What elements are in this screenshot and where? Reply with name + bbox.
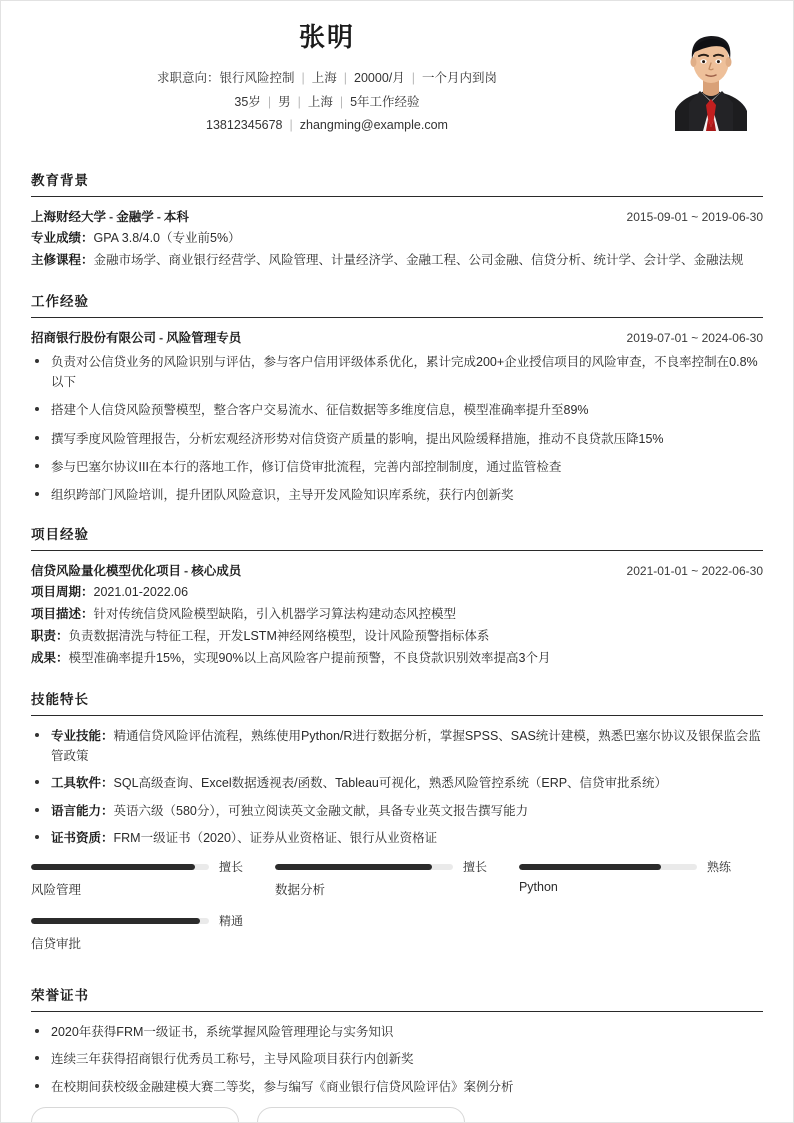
job-intent-label: 求职意向：: [156, 70, 220, 85]
education-entry-head: [31, 207, 763, 225]
section-project-experience: [31, 523, 763, 670]
certificate-pill[interactable]: [31, 1107, 239, 1123]
meta-separator: |: [339, 94, 344, 109]
list-item: 在校期间获校级金融建模大赛二等奖，参与编写《商业银行信贷风险评估》案例分析: [31, 1077, 763, 1097]
project-name: 信贷风险量化模型优化项目: [31, 564, 182, 579]
skill-name-label: 风险管理: [31, 883, 82, 897]
job-intent-availability: 一个月内到岗: [422, 70, 498, 85]
job-intent-city: 上海: [311, 70, 337, 85]
list-item: 参与巴塞尔协议III在本行的落地工作，修订信贷审批流程，完善内部控制制度，通过监管检查: [31, 457, 763, 477]
project-entry-head: [31, 561, 763, 579]
skill-name-label: 数据分析: [274, 883, 325, 897]
skills-bullet-list: [31, 726, 763, 848]
work-date: 2019-07-01 ~ 2024-06-30: [626, 330, 763, 345]
project-title: [31, 561, 241, 579]
project-result-line: [31, 648, 763, 670]
work-title: [31, 328, 241, 346]
skill-bar-item: [519, 858, 763, 898]
section-divider: [31, 550, 763, 551]
meta-separator: |: [411, 70, 415, 85]
project-result-label: 成果：: [31, 650, 69, 665]
phone-value[interactable]: 13812345678: [206, 118, 283, 133]
position-name: 风险管理专员: [166, 330, 242, 345]
skill-bar-item: [31, 912, 275, 952]
degree-name: 本科: [163, 210, 189, 224]
skill-label: 工具软件：: [51, 776, 114, 791]
age-value: 35岁: [234, 94, 261, 109]
list-item: 2020年获得FRM一级证书，系统掌握风险管理理论与实务知识: [31, 1022, 763, 1042]
skill-name-label: 信贷审批: [31, 937, 82, 951]
skill-bar-track: [519, 864, 697, 870]
gpa-value: GPA 3.8/4.0（专业前5%）: [93, 231, 241, 245]
education-courses-line: [31, 250, 763, 272]
project-entry: [31, 561, 763, 670]
section-divider: [31, 715, 763, 716]
skill-bar-track: [31, 864, 209, 870]
header-text-block: [31, 21, 763, 138]
certificate-pill[interactable]: [257, 1107, 465, 1123]
section-skills: [31, 688, 763, 966]
email-value[interactable]: zhangming@example.com: [299, 118, 448, 133]
skill-bar-fill: [519, 864, 661, 870]
meta-separator: |: [297, 94, 301, 109]
skill-level-label: 擅长: [462, 860, 487, 874]
section-honors: [31, 984, 763, 1123]
experience-value: 5年工作经验: [350, 94, 420, 109]
education-gpa-line: [31, 228, 763, 250]
project-description-value: 针对传统信贷风险模型缺陷，引入机器学习算法构建动态风控模型: [93, 607, 457, 622]
gender-value: 男: [278, 94, 291, 109]
page-inner: [1, 1, 793, 1122]
list-item: 负责对公信贷业务的风险识别与评估，参与客户信用评级体系优化，累计完成200+企业授信项目的风险审查，不良率控制在0.8%以下: [31, 352, 763, 393]
section-divider: [31, 196, 763, 197]
title-separator: -: [156, 210, 161, 224]
resume-header: [31, 1, 763, 151]
list-item: 连续三年获得招商银行优秀员工称号，主导风险项目获行内创新奖: [31, 1049, 763, 1069]
section-education: [31, 169, 763, 272]
work-bullet-list: [31, 352, 763, 506]
section-divider: [31, 317, 763, 318]
education-date: 2015-09-01 ~ 2019-06-30: [626, 210, 763, 224]
list-item: 组织跨部门风险培训，提升团队风险意识，主导开发风险知识库系统，获行内创新奖: [31, 485, 763, 505]
skill-bar-fill: [31, 864, 195, 870]
skill-bar-top: [31, 858, 257, 875]
school-name: 上海财经大学: [31, 210, 107, 224]
skill-bar-fill: [275, 864, 432, 870]
section-title-work: 工作经验: [31, 293, 89, 309]
courses-label: 主修课程：: [31, 252, 94, 267]
certificate-pill-row: [31, 1107, 763, 1123]
work-entry-head: [31, 328, 763, 346]
portrait-photo-icon: [659, 23, 763, 131]
skill-label: 语言能力：: [51, 803, 114, 818]
project-duty-value: 负责数据清洗与特征工程，开发LSTM神经网络模型，设计风险预警指标体系: [68, 629, 490, 643]
section-work-experience: [31, 290, 763, 506]
project-result-value: 模型准确率提升15%，实现90%以上高风险客户提前预警，不良贷款识别效率提高3个月: [68, 650, 551, 665]
title-separator: -: [184, 564, 189, 579]
section-title-project: 项目经验: [31, 527, 89, 543]
section-title-skills: 技能特长: [31, 691, 89, 707]
list-item: [31, 828, 763, 848]
skill-bar-track: [275, 864, 453, 870]
major-name: 金融学: [116, 210, 154, 224]
courses-value: 金融市场学、商业银行经营学、风险管理、计量经济学、金融工程、公司金融、信贷分析、统计学、会计学、金融法规: [93, 252, 744, 267]
project-period-line: [31, 582, 763, 604]
meta-separator: |: [267, 94, 272, 109]
skill-label: 专业技能：: [51, 728, 114, 743]
skill-bar-fill: [31, 918, 200, 924]
honors-bullet-list: [31, 1022, 763, 1097]
skill-bar-track: [31, 918, 209, 924]
meta-separator: |: [301, 70, 305, 85]
skill-level-label: 擅长: [219, 860, 244, 874]
skill-level-label: 精通: [219, 914, 244, 928]
header-meta-row-2: [31, 91, 623, 115]
section-title-honors: 荣誉证书: [31, 988, 89, 1003]
skill-bar-top: [519, 858, 745, 875]
skill-bar-item: [31, 858, 275, 898]
page-title: 张明: [298, 22, 355, 52]
project-date: 2021-01-01 ~ 2022-06-30: [626, 564, 763, 579]
project-role: 核心成员: [191, 564, 242, 579]
work-entry: [31, 328, 763, 506]
header-meta-row-1: [31, 67, 623, 91]
section-title-education: 教育背景: [31, 173, 89, 188]
list-item: [31, 773, 763, 793]
skill-label: 证书资质：: [51, 830, 114, 845]
skill-value: 精通信贷风险评估流程，熟练使用Python/R进行数据分析，掌握SPSS、SAS统计建模，熟悉巴塞尔协议及银保监会监管政策: [51, 728, 761, 763]
skill-bar-top: [275, 858, 501, 875]
meta-separator: |: [343, 70, 348, 85]
project-description-label: 项目描述：: [31, 607, 94, 622]
avatar: [659, 23, 763, 131]
section-divider: [31, 1011, 763, 1012]
job-intent-value: 银行风险控制: [219, 70, 295, 85]
project-duty-line: [31, 626, 763, 648]
skill-value: FRM一级证书（2020）、证券从业资格证、银行从业资格证: [113, 830, 438, 845]
list-item: 撰写季度风险管理报告，分析宏观经济形势对信贷资产质量的影响，提出风险缓释措施，推动不良贷款压降15%: [31, 429, 763, 449]
job-intent-salary: 20000/月: [354, 70, 405, 85]
skill-name-label: Python: [518, 880, 558, 894]
header-meta-row-3: [31, 114, 623, 138]
skill-bar-top: [31, 912, 257, 929]
location-value: 上海: [307, 94, 333, 109]
skill-bar-item: [275, 858, 519, 898]
list-item: [31, 801, 763, 821]
title-separator: -: [159, 330, 164, 345]
education-title: [31, 207, 189, 225]
meta-separator: |: [289, 118, 293, 133]
title-separator: -: [109, 210, 114, 224]
skill-value: SQL高级查询、Excel数据透视表/函数、Tableau可视化，熟悉风险管控系统（ERP、信贷审批系统）: [113, 776, 668, 791]
project-period-label: 项目周期：: [31, 585, 94, 600]
project-duty-label: 职责：: [31, 629, 69, 643]
list-item: 搭建个人信贷风险预警模型，整合客户交易流水、征信数据等多维度信息，模型准确率提升至89%: [31, 400, 763, 420]
gpa-label: 专业成绩：: [31, 231, 94, 245]
list-item: [31, 726, 763, 767]
skill-value: 英语六级（580分），可独立阅读英文金融文献，具备专业英文报告撰写能力: [113, 803, 529, 818]
project-period-value: 2021.01-2022.06: [93, 585, 189, 600]
skill-bar-group: [31, 858, 763, 966]
company-name: 招商银行股份有限公司: [31, 330, 157, 345]
education-entry: [31, 207, 763, 272]
skill-level-label: 熟练: [706, 860, 731, 874]
project-description-line: [31, 604, 763, 626]
